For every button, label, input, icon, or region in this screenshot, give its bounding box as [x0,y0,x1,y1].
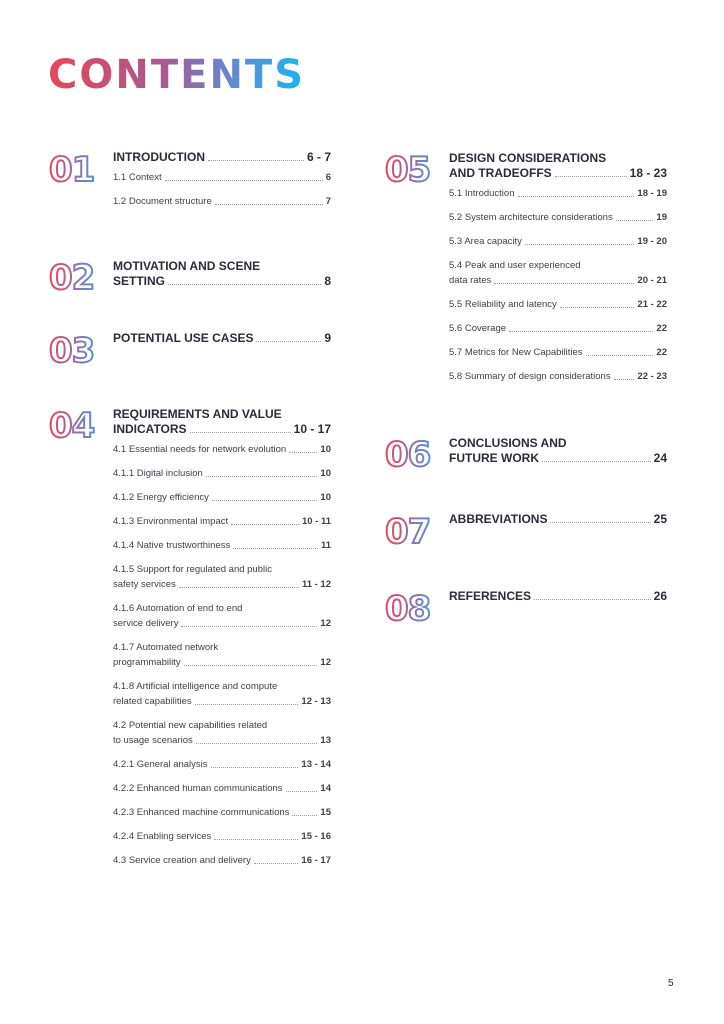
section-entries [449,435,667,466]
section-heading[interactable] [449,435,667,466]
entry-row[interactable] [113,781,331,796]
entry-row[interactable] [113,538,331,553]
page-range: 19 - 20 [637,236,667,247]
toc-entry[interactable] [113,829,331,844]
entry-label: 5.6 Coverage [449,323,507,334]
section-number: 04 [49,406,95,446]
toc-entry[interactable] [113,490,331,505]
page-range: 16 - 17 [301,855,331,866]
entry-label: service delivery [113,618,179,629]
section-number-outline [384,435,440,475]
heading-label: INDICATORS [113,422,187,436]
dot-leader [211,766,299,768]
entry-row[interactable] [113,805,331,820]
entry-row[interactable] [113,514,331,529]
page-range: 22 [656,347,667,358]
entry-label: 4.1.2 Energy efficiency [113,492,209,503]
dot-leader [254,862,299,864]
section-number-outline [48,258,104,298]
heading-line: MOTIVATION AND SCENE [113,259,261,273]
heading-label: ABBREVIATIONS [449,512,548,526]
toc-entry[interactable] [113,538,331,553]
heading-row [113,422,331,437]
entry-label: 4.2.1 General analysis [113,759,208,770]
dot-leader [509,330,653,332]
page-range: 19 [656,212,667,223]
section-number-outline [48,331,104,371]
dot-leader [195,703,299,705]
entry-label: 1.2 Document structure [113,196,212,207]
section-heading[interactable] [449,150,667,181]
entry-row[interactable] [449,186,667,201]
dot-leader [233,547,318,549]
toc-entry[interactable] [113,601,331,631]
entry-row[interactable] [113,694,331,709]
entry-label: 5.2 System architecture considerations [449,212,613,223]
heading-page-range: 9 [324,331,331,345]
page-range: 13 [320,735,331,746]
heading-row [449,451,667,466]
section-number: 05 [385,150,431,190]
page-range: 7 [325,196,331,207]
toc-entry[interactable] [113,170,331,185]
toc-entry[interactable] [449,369,667,384]
dot-leader [179,586,299,588]
section-entries [113,331,331,346]
section-number: 07 [385,512,431,552]
entry-label: 5.5 Reliability and latency [449,299,557,310]
section-number: 01 [49,150,95,190]
entry-label: to usage scenarios [113,735,193,746]
entry-label: 5.7 Metrics for New Capabilities [449,347,583,358]
page-range: 12 [320,618,331,629]
page-range: 20 - 21 [637,275,667,286]
entry-label: 4.1.4 Native trustworthiness [113,540,231,551]
dot-leader [181,625,317,627]
heading-row [449,166,667,181]
dot-leader [286,790,318,792]
entry-label-line: 4.1.5 Support for regulated and public [113,564,272,575]
toc-entry[interactable] [113,853,331,868]
section-entries [113,150,331,209]
page-range: 11 [320,540,331,551]
page-range: 21 - 22 [637,299,667,310]
toc-entry[interactable] [449,321,667,336]
entry-row[interactable] [113,733,331,748]
heading-line: REQUIREMENTS AND VALUE [113,407,282,421]
entry-label: data rates [449,275,492,286]
entry-label: related capabilities [113,696,192,707]
page-title: CONTENTS [48,52,306,98]
entry-label: 4.2.4 Enabling services [113,831,212,842]
section-entries [449,150,667,384]
toc-entry[interactable] [113,679,331,709]
toc-entry[interactable] [449,234,667,249]
page-range: 15 - 16 [301,831,331,842]
toc-entry[interactable] [113,562,331,592]
entry-row[interactable] [113,466,331,481]
dot-leader [555,175,627,177]
toc-entry[interactable] [113,718,331,748]
section-number-outline [48,406,104,446]
page-range: 6 [325,172,331,183]
dot-leader [289,451,317,453]
section-heading[interactable] [113,150,331,165]
section-number: 06 [385,435,431,475]
toc-entry[interactable] [449,297,667,312]
dot-leader [525,243,635,245]
heading-page-range: 24 [653,451,667,465]
entry-row[interactable] [113,170,331,185]
entry-label-line: 4.1.8 Artificial intelligence and compute [113,681,278,692]
dot-leader [534,598,651,600]
section-number-outline [48,150,104,190]
heading-row [449,589,667,604]
entry-row[interactable] [449,234,667,249]
section-entries [113,406,331,868]
section-entries [449,589,667,604]
toc-entry[interactable] [449,186,667,201]
section-number-outline [384,589,440,629]
heading-row [113,150,331,165]
dot-leader [165,179,323,181]
dot-leader [184,664,318,666]
page-range: 22 - 23 [637,371,667,382]
dot-leader [616,219,654,221]
toc-entry[interactable] [113,514,331,529]
section-entries [449,512,667,527]
entry-label: 5.3 Area capacity [449,236,522,247]
toc-entry[interactable] [113,640,331,670]
entry-label: 1.1 Context [113,172,162,183]
dot-leader [518,195,635,197]
dot-leader [206,475,318,477]
toc-entry[interactable] [113,194,331,209]
entry-row[interactable] [449,345,667,360]
dot-leader [231,523,299,525]
entry-label-line: 4.2 Potential new capabilities related [113,720,268,731]
entry-row[interactable] [113,853,331,868]
entry-label: 4.1 Essential needs for network evolution [113,444,287,455]
heading-page-range: 8 [324,274,331,288]
entry-label: 5.8 Summary of design considerations [449,371,611,382]
dot-leader [542,460,651,462]
entry-row[interactable] [449,321,667,336]
page-number: 5 [668,978,674,989]
section-number: 03 [49,331,95,371]
entry-row[interactable] [449,369,667,384]
dot-leader [614,378,635,380]
section-entries [113,258,331,289]
heading-label: POTENTIAL USE CASES [113,331,254,345]
heading-row [113,331,331,346]
entry-row[interactable] [113,616,331,631]
toc-entry[interactable] [449,345,667,360]
entry-row[interactable] [113,757,331,772]
entry-label-line: 5.4 Peak and user experienced [449,260,581,271]
toc-entry[interactable] [113,466,331,481]
section-heading[interactable] [113,406,331,437]
entry-label: programmability [113,657,181,668]
dot-leader [215,203,323,205]
entry-row[interactable] [113,442,331,457]
heading-label: INTRODUCTION [113,150,205,164]
section-heading[interactable] [113,258,331,289]
toc-entry[interactable] [113,781,331,796]
entry-label: safety services [113,579,176,590]
heading-label: REFERENCES [449,589,532,603]
page-range: 14 [320,783,331,794]
entry-row[interactable] [113,577,331,592]
heading-page-range: 26 [653,589,667,603]
heading-label: AND TRADEOFFS [449,166,552,180]
heading-page-range: 10 - 17 [293,422,331,436]
page-range: 22 [656,323,667,334]
toc-entry[interactable] [113,757,331,772]
section-number-outline [384,512,440,552]
section-heading[interactable] [113,331,331,346]
toc-entry[interactable] [113,805,331,820]
page-range: 15 [320,807,331,818]
section-number: 02 [49,258,95,298]
dot-leader [560,306,635,308]
page-range: 12 - 13 [301,696,331,707]
entry-label: 4.2.3 Enhanced machine communications [113,807,290,818]
dot-leader [212,499,317,501]
heading-line: DESIGN CONSIDERATIONS [449,151,607,165]
section-heading[interactable] [449,589,667,604]
entry-row[interactable] [449,273,667,288]
heading-line: CONCLUSIONS AND [449,436,567,450]
dot-leader [196,742,318,744]
dot-leader [256,340,321,342]
dot-leader [214,838,298,840]
heading-row [449,512,667,527]
entry-label: 5.1 Introduction [449,188,515,199]
dot-leader [494,282,634,284]
page-range: 10 [320,492,331,503]
dot-leader [586,354,654,356]
page-range: 11 - 12 [301,579,331,590]
page-range: 12 [320,657,331,668]
page-range: 10 [320,468,331,479]
section-heading[interactable] [449,512,667,527]
entry-row[interactable] [113,655,331,670]
entry-label-line: 4.1.7 Automated network [113,642,219,653]
heading-page-range: 25 [653,512,667,526]
entry-row[interactable] [113,829,331,844]
dot-leader [168,283,321,285]
dot-leader [190,431,291,433]
entry-label-line: 4.1.6 Automation of end to end [113,603,243,614]
page-range: 18 - 19 [637,188,667,199]
entry-label: 4.2.2 Enhanced human communications [113,783,283,794]
heading-row [113,274,331,289]
page-range: 13 - 14 [301,759,331,770]
section-number-outline [384,150,440,190]
entry-row[interactable] [449,210,667,225]
entry-row[interactable] [113,490,331,505]
toc-entry[interactable] [449,258,667,288]
entry-label: 4.1.3 Environmental impact [113,516,229,527]
entry-row[interactable] [449,297,667,312]
heading-page-range: 6 - 7 [306,150,331,164]
page-range: 10 [320,444,331,455]
dot-leader [550,521,650,523]
section-number: 08 [385,589,431,629]
heading-label: SETTING [113,274,166,288]
dot-leader [208,159,304,161]
entry-row[interactable] [113,194,331,209]
heading-label: FUTURE WORK [449,451,539,465]
heading-page-range: 18 - 23 [629,166,667,180]
entry-label: 4.1.1 Digital inclusion [113,468,203,479]
page-range: 10 - 11 [301,516,331,527]
entry-label: 4.3 Service creation and delivery [113,855,251,866]
dot-leader [292,814,317,816]
toc-entry[interactable] [113,442,331,457]
toc-entry[interactable] [449,210,667,225]
